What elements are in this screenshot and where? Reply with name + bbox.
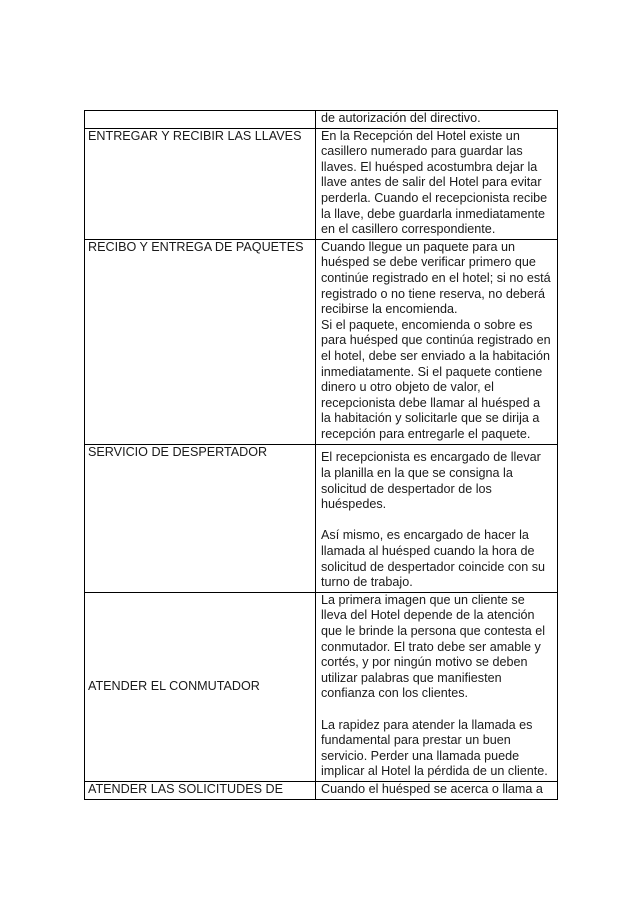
description-text: Cuando el huésped se acerca o llama a [321,781,543,796]
description-text: La primera imagen que un cliente se lleva del Hotel depende de la atención que le brinde la persona que contesta el conmutador. El trato debe ser amable y cortés, y por ningún motivo se deben utilizar palabras que manifiesten confianza con los clientes. [321,592,546,701]
description-cell [316,111,558,129]
procedures-table [84,110,558,800]
description-cell [316,239,558,445]
description-cell [316,445,558,592]
activity-cell [85,445,316,592]
description-cell [316,781,558,799]
table-row [85,445,558,592]
activity-cell [85,239,316,445]
table-row [85,111,558,129]
description-cell [316,128,558,239]
description-text: La rapidez para atender la llamada es fundamental para prestar un buen servicio. Perder una llamada puede implicar al Hotel la pérdida de un cliente. [321,717,548,779]
description-text: Si el paquete, encomienda o sobre es para huésped que continúa registrado en el hotel, debe ser enviado a la habitación inmediatamente. Si el paquete contiene dinero u otro objeto de valor, el recepcionista debe llamar al huésped a la habitación y solicitarle que se dirija a recepción para entregarle el paquete. [321,317,551,441]
description-text: Así mismo, es encargado de hacer la llamada al huésped cuando la hora de solicitud de despertador coincide con su turno de trabajo. [321,528,546,590]
description-text: El recepcionista es encargado de llevar la planilla en la que se consigna la solicitud de despertador de los huéspedes. [321,450,541,512]
table-row [85,239,558,445]
table-row [85,128,558,239]
activity-label: ATENDER LAS SOLICITUDES DE [88,781,284,796]
activity-label: RECIBO Y ENTREGA DE PAQUETES [88,239,304,254]
activity-cell [85,592,316,781]
activity-label: SERVICIO DE DESPERTADOR [88,445,268,460]
table-row [85,592,558,781]
activity-label: ATENDER EL CONMUTADOR [88,678,260,693]
activity-cell [85,128,316,239]
table-row [85,781,558,799]
description-text: Cuando llegue un paquete para un huésped se debe verificar primero que continúe registrado en el hotel; si no está registrado o no tiene reserva, no deberá recibirse la encomienda. [321,239,551,317]
description-text: de autorización del directivo. [321,111,481,125]
activity-cell [85,781,316,799]
description-text: En la Recepción del Hotel existe un casillero numerado para guardar las llaves. El huésped acostumbra dejar la llave antes de salir del Hotel para evitar perderla. Cuando el recepcionista recibe la llave, debe guardarla inmediatamente en el casillero correspondiente. [321,128,548,237]
activity-cell [85,111,316,129]
description-cell [316,592,558,781]
activity-label: ENTREGAR Y RECIBIR LAS LLAVES [88,128,302,143]
